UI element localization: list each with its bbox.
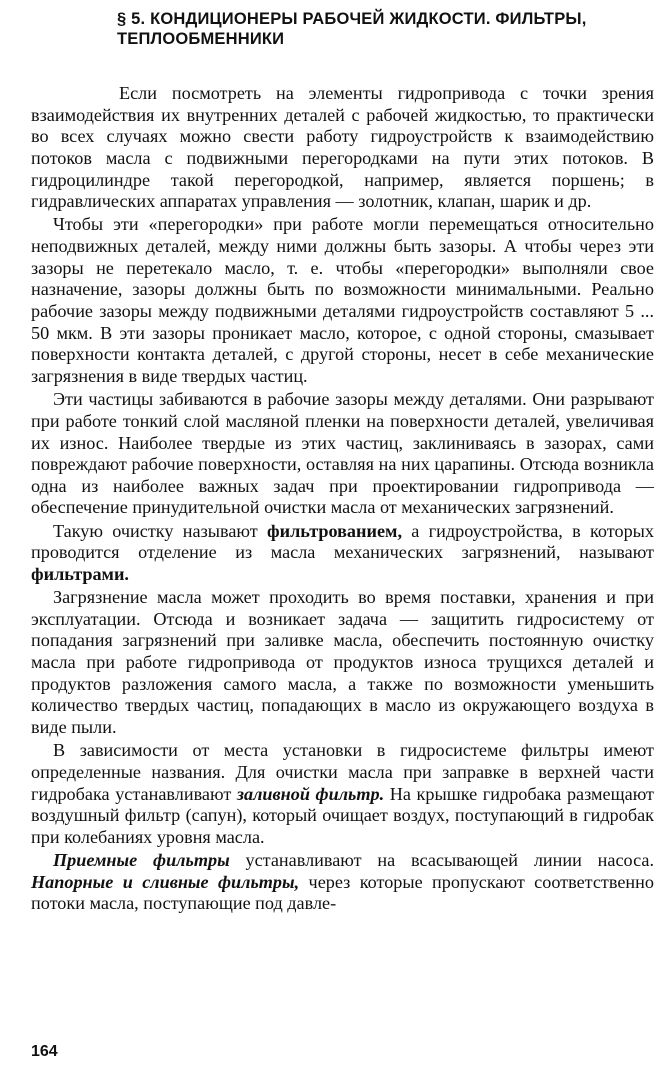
paragraph-6 [31,740,654,848]
paragraph-4-text-2: а гидроустройства, в которых проводится отделение из масла механических загрязнений, называют [31,520,654,563]
paragraph-4-text-1: Такую очистку называют [53,520,267,541]
paragraph-6-text-2: На крышке гидробака размещают воздушный фильтр (сапун), который очищает воздух, поступающий в гидробак при колебаниях уровня масла. [31,783,654,847]
term-filler-filter: заливной фильтр. [236,783,385,804]
paragraph-7-text-2: через которые пропускают соответственно потоки масла, поступающие под давле- [31,871,654,914]
body-text [31,83,654,916]
paragraph-6-text-1: В зависимости от места установки в гидросистеме фильтры имеют определенные названия. Для очистки масла при заправке в верхней части гидробака устанавливают [31,740,654,804]
page-number: 164 [31,1043,58,1060]
paragraph-7 [31,850,654,915]
section-heading: § 5. КОНДИЦИОНЕРЫ РАБОЧЕЙ ЖИДКОСТИ. ФИЛЬТРЫ, ТЕПЛООБМЕННИКИ [117,10,587,48]
paragraph-1: Если посмотреть на элементы гидропривода с точки зрения взаимодействия их внутренних деталей с рабочей жидкостью, то практически во всех случаях можно свести работу гидроустройств к взаимодействию потоков масла с подвижными перегородками на пути этих потоков. В гидроцилиндре такой перегородкой, например, является поршень; в гидравлических аппаратах управления — золотник, клапан, шарик и др. [31,83,654,212]
paragraph-3: Эти частицы забиваются в рабочие зазоры между деталями. Они разрывают при работе тонкий слой масляной пленки на поверхности деталей, увеличивая их износ. Наиболее твердые из этих частиц, заклиниваясь в зазорах, сами повреждают рабочие поверхности, оставляя на них царапины. Отсюда возникла одна из наиболее важных задач при проектировании гидропривода — обеспечение принудительной очистки масла от механических загрязнений. [31,389,654,518]
term-intake-filters: Приемные фильтры [53,849,230,870]
paragraph-4 [31,521,654,586]
paragraph-5: Загрязнение масла может проходить во время поставки, хранения и при эксплуатации. Отсюда и возникает задача — защитить гидросистему от попадания загрязнений при заливке масла, обеспечить постоянную очистку масла при работе гидропривода от продуктов износа трущихся деталей и продуктов разложения самого масла, а также по возможности уменьшить количество твердых частиц, попадающих в масло из окружающего воздуха в виде пыли. [31,587,654,738]
term-pressure-drain-filters: Напорные и сливные фильтры, [31,871,300,892]
paragraph-7-text-1: устанавливают на всасывающей линии насоса. [229,849,654,870]
term-filtration: фильтрованием, [267,520,402,541]
term-filters: фильтрами. [31,563,129,584]
paragraph-2: Чтобы эти «перегородки» при работе могли перемещаться относительно неподвижных деталей, между ними должны быть зазоры. А чтобы через эти зазоры не перетекало масло, т. е. чтобы «перегородки» выполняли свое назначение, зазоры должны быть по возможности минимальными. Реально рабочие зазоры между подвижными деталями гидроустройств составляют 5 ... 50 мкм. В эти зазоры проникает масло, которое, с одной стороны, смазывает поверхности контакта деталей, с другой стороны, несет в себе механические загрязнения в виде твердых частиц. [31,214,654,387]
